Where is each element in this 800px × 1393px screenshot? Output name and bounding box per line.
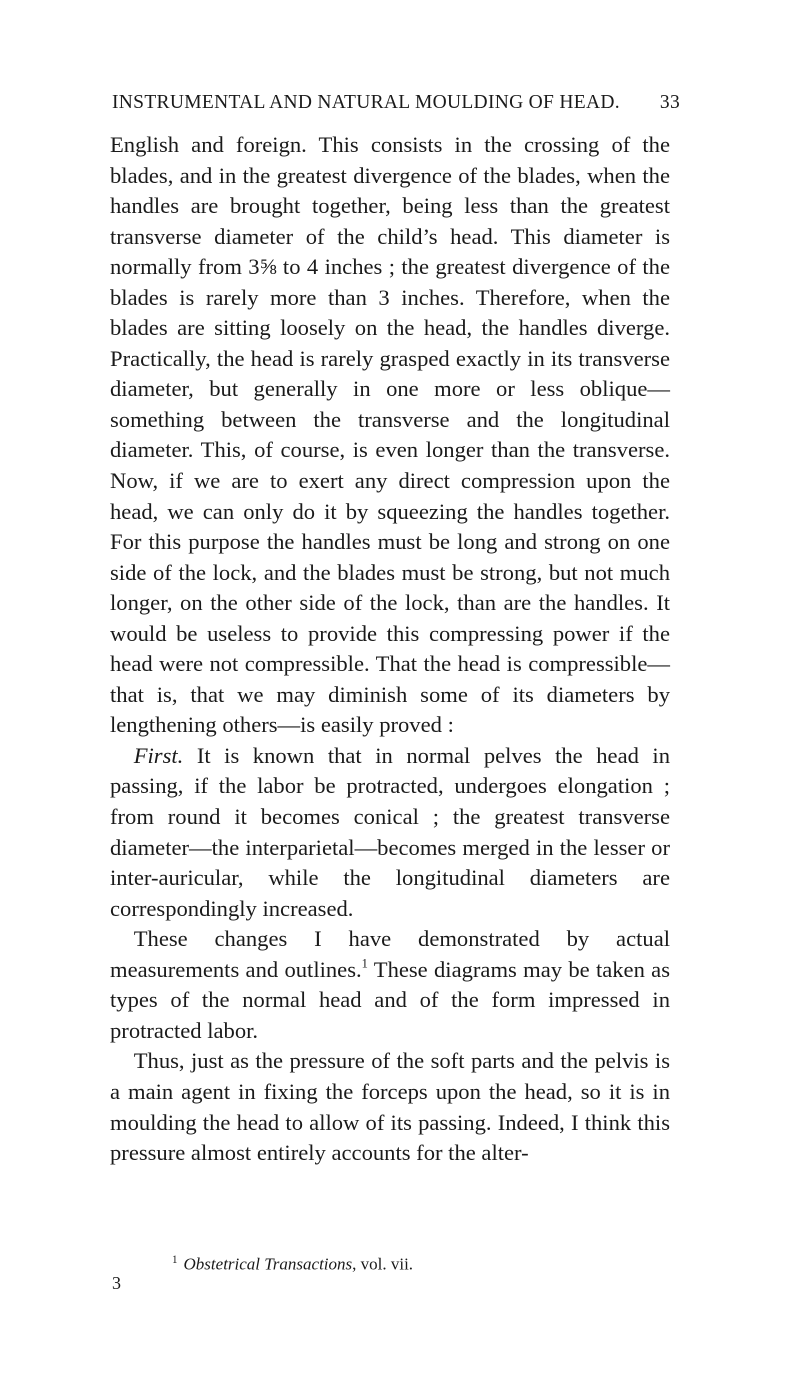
footnote [172, 1249, 672, 1276]
paragraph-measurements [110, 924, 670, 1046]
signature-mark: 3 [112, 1273, 121, 1293]
page-number: 33 [659, 92, 680, 113]
paragraph-first-text: It is known that in normal pelves the head in passing, if the labor be protracted, undergoes elongation ; from round it becomes conical ; the greatest transverse diameter—the interparietal—becomes merged in the lesser or inter-auricular, while the longitudinal diameters are correspondingly increased. [110, 742, 670, 921]
paragraph-measurements-after: These diagrams may be taken as types of the normal head and of the form impressed in protracted labor. [110, 956, 670, 1043]
footnote-rest: , vol. vii. [352, 1254, 414, 1274]
paragraph-continuation: English and foreign. This consists in the crossing of the blades, and in the greatest divergence of the blades, when the handles are brought together, being less than the greatest transverse diameter of the child’s head. This diameter is normally from 3⅝ to 4 inches ; the greatest divergence of the blades is rarely more than 3 inches. Therefore, when the blades are sitting loosely on the head, the handles diverge. Practically, the head is rarely grasped exactly in its transverse diameter, but generally in one more or less oblique—something between the transverse and the longitudinal diameter. This, of course, is even longer than the transverse. Now, if we are to exert any direct compression upon the head, we can only do it by squeezing the handles together. For this purpose the handles must be long and strong on one side of the lock, and the blades must be strong, but not much longer, on the other side of the lock, than are the handles. It would be useless to provide this compressing power if the head were not compressible. That the head is compressible—that is, that we may diminish some of its diameters by lengthening others—is easily proved : [110, 132, 670, 738]
lead-word: First. [133, 742, 184, 768]
paragraph-thus: Thus, just as the pressure of the soft parts and the pelvis is a main agent in fixing the forceps upon the head, so it is in moulding the head to allow of its passing. Indeed, I think this pressure almost entirely accounts for the alter- [110, 1048, 670, 1166]
paragraph-measurements-before: These changes I have demonstrated by actual measurements and outlines. [110, 926, 670, 982]
footnote-title: Obstetrical Transactions [183, 1254, 353, 1274]
running-head [112, 92, 680, 120]
footnote-mark: 1 [172, 1254, 178, 1266]
footnote-reference: 1 [361, 956, 368, 971]
paragraph-first [110, 741, 670, 924]
running-head-title: INSTRUMENTAL AND NATURAL MOULDING OF HEAD. [112, 92, 620, 113]
body-text [110, 130, 670, 1169]
